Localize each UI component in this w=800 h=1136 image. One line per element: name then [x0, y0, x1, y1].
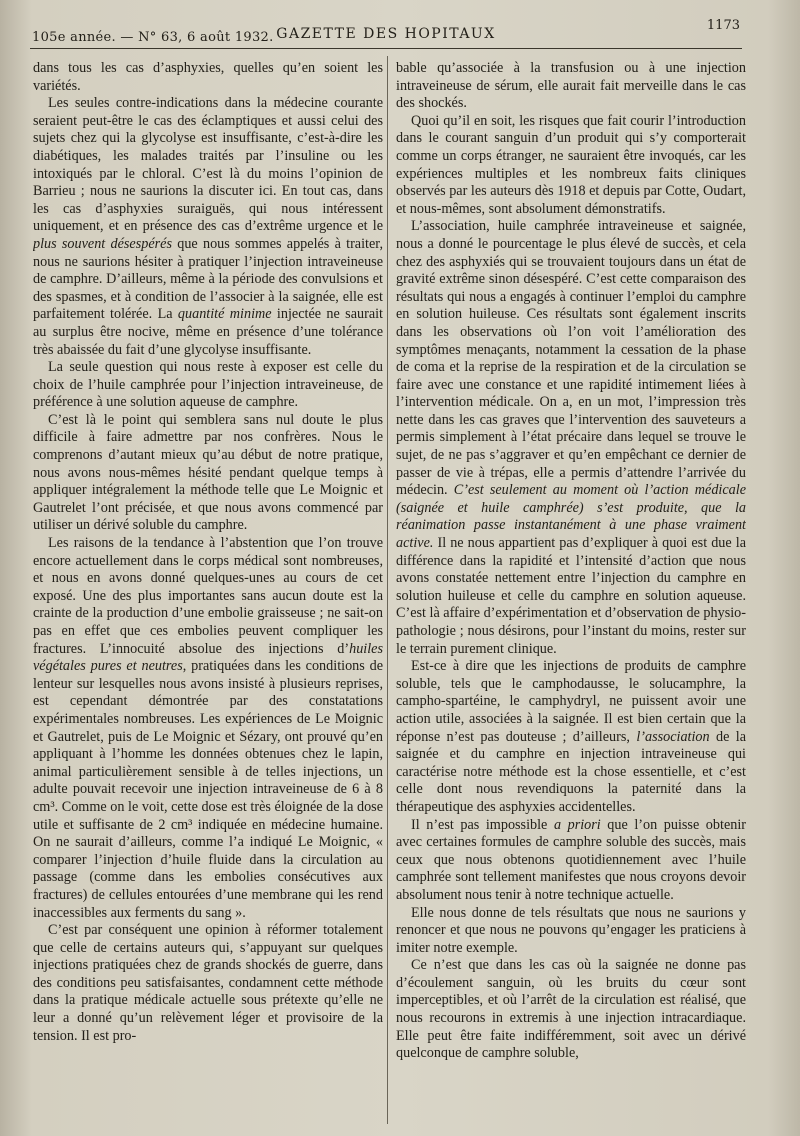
- paragraph: Elle nous donne de tels résultats que nous ne saurions y renoncer et que nous ne pouvons qu’engager les praticiens à imiter notre exemple.: [396, 904, 746, 956]
- paragraph: Les raisons de la tendance à l’abstention que l’on trouve encore actuellement dans le corps médical sont nombreuses, et nous en avons donné quelques-unes au cours de cet exposé. Une des plus importantes sans aucun doute est la crainte de la production d’une embolie graisseuse ; ne sait-on pas en effet que ces embolies peuvent compliquer les fractures. L’innocuité absolue des injections d’huiles végétales pures et neutres, pratiquées dans les conditions de lenteur sur lesquelles nous avons insisté à plusieurs reprises, est cependant démontrée par des constatations expérimentales nombreuses. Les expériences de Le Moignic et Gautrelet, puis de Le Moignic et Sézary, ont prouvé qu’en appliquant à l’homme les données obtenues chez le lapin, animal particulièrement sensible à de telles injections, un adulte pouvait recevoir une injection intraveineuse de 6 à 8 cm³. Comme on le voit, cette dose est très éloignée de la dose utile et suffisante de 2 cm³ indiquée en médecine humaine. On ne saurait d’ailleurs, comme l’a indiqué Le Moignic, « comparer l’injection d’huile fluide dans la circulation au passage (comme dans les embolies consécutives aux fractures) de cellules entourées d’une membrane qui les rend inaccessibles aux ferments du sang ».: [33, 535, 383, 921]
- paragraph: Ce n’est que dans les cas où la saignée ne donne pas d’écoulement sanguin, où les bruits du cœur sont imperceptibles, et où l’arrêt de la circulation est réalisé, que nous recourons in extremis à une injection intracardiaque. Elle peut être faite indifféremment, soit avec un dérivé quelconque de camphre soluble,: [396, 957, 746, 1062]
- header-rule: [30, 48, 742, 49]
- left-column: [33, 60, 383, 1126]
- paragraph: Quoi qu’il en soit, les risques que fait courir l’introduction dans le courant sanguin d’un produit qui s’y comporterait comme un corps étranger, ne sauraient être invoqués, car les expériences multiples et les nombreux faits cliniques observés par les auteurs dès 1918 et depuis par Cotte, Oudart, et nous-mêmes, sont absolument démonstratifs.: [396, 112, 746, 217]
- paragraph: C’est là le point qui semblera sans nul doute le plus difficile à faire admettre par nos confrères. Nous le comprenons d’autant mieux qu’au début de notre pratique, nous avons nous-mêmes hésité pendant quelque temps à appliquer intégralement la méthode telle que Le Moignic et Gautrelet l’ont précisée, et que nous avons commencé par utiliser un dérivé soluble du camphre.: [33, 411, 383, 534]
- page-number: 1173: [706, 18, 740, 33]
- column-divider: [387, 56, 388, 1124]
- paragraph: Il n’est pas impossible a priori que l’on puisse obtenir avec certaines formules de camphre soluble des succès, mais ceux que nous obtenons quotidiennement avec l’huile camphrée sont tellement manifestes que nous croyons devoir absolument nous tenir à notre technique actuelle.: [396, 816, 746, 903]
- paragraph: bable qu’associée à la transfusion ou à une injection intraveineuse de sérum, elle aurait fait merveille dans le cas des shockés.: [396, 60, 746, 112]
- journal-title: GAZETTE DES HOPITAUX: [276, 26, 496, 42]
- paragraph: L’association, huile camphrée intraveineuse et saignée, nous a donné le pourcentage le plus élevé de succès, et cela chez des asphyxiés qui se trouvaient toujours dans un état de gravité extrême sinon désespéré. C’est cette comparaison des résultats qui nous a engagés à continuer l’emploi du camphre en solution huileuse. Ces résultats sont également inscrits dans les observations où l’on voit l’amélioration des symptômes menaçants, notamment la cessation de la phase de coma et la reprise de la respiration et de la circulation se faire avec une constance et une rapidité intimement liées à l’intervention médicale. On a, en un mot, l’impression très nette dans les cas graves que l’intervention des sauveteurs a permis simplement à l’état précaire dans lequel se trouve le sujet, de ne pas s’aggraver et qu’en empêchant ce dernier de passer de vie à trépas, elle a permis d’attendre l’arrivée du médecin. C’est seulement au moment où l’action médicale (saignée et huile camphrée) s’est produite, que la réanimation passe instantanément à une phase vraiment active. Il ne nous appartient pas d’expliquer à quoi est due la différence dans la rapidité et l’intensité d’action que nous avons constatée nettement entre l’injection du camphre en solution huileuse et celle du camphre en solution aqueuse. C’est là affaire d’expérimentation et d’observation de physio-pathologie ; nous désirons, pour l’instant du moins, rester sur le terrain purement clinique.: [396, 218, 746, 657]
- paragraph: Les seules contre-indications dans la médecine courante seraient peut-être le cas des éclamptiques et aussi celui des sujets chez qui la glycolyse est insuffisante, c’est-à-dire les diabétiques, les malades traités par l’insuline ou les intoxiqués par le chloral. C’est là du moins l’opinion de Barrieu ; nous ne saurions la discuter ici. En tout cas, dans les cas d’asphyxies suraiguës, qui nous intéressent uniquement, et en présence des cas d’extrême urgence et le plus souvent désespérés que nous sommes appelés à traiter, nous ne saurions hésiter à pratiquer l’injection intraveineuse de camphre. D’ailleurs, même à la période des convulsions et des spasmes, et à condition de l’associer à la saignée, elle est parfaitement tolérée. La quantité minime injectée ne saurait au surplus être nocive, même en présence d’une tolérance très abaissée du fait d’une glycolyse insuffisante.: [33, 95, 383, 358]
- paragraph: dans tous les cas d’asphyxies, quelles qu’en soient les variétés.: [33, 60, 383, 94]
- right-column: [396, 60, 746, 1126]
- paragraph: C’est par conséquent une opinion à réformer totalement que celle de certains auteurs qui, s’appuyant sur quelques injections pratiquées chez de grands shockés de guerre, dans des conditions peu satisfaisantes, condamnent cette méthode dans la pratique médicale actuelle sous prétexte qu’elle ne leur a donné qu’un relèvement léger et provisoire de la tension. Il est pro-: [33, 922, 383, 1044]
- page-header: [28, 16, 744, 46]
- paragraph: Est-ce à dire que les injections de produits de camphre soluble, tels que le camphodausse, le solucamphre, la campho-spartéine, le camphydryl, ne puissent avoir une action utile, associées à la saignée. Il est bien certain que la réponse n’est pas douteuse ; d’ailleurs, l’association de la saignée et du camphre en injection intraveineuse qui caractérise notre méthode est la chose essentielle, et c’est celle dont nous revendiquons la paternité dans la thérapeutique des asphyxies accidentelles.: [396, 658, 746, 815]
- paragraph: La seule question qui nous reste à exposer est celle du choix de l’huile camphrée pour l’injection intraveineuse, de préférence à une solution aqueuse de camphre.: [33, 359, 383, 411]
- issue-info: 105e année. — N° 63, 6 août 1932.: [32, 30, 274, 45]
